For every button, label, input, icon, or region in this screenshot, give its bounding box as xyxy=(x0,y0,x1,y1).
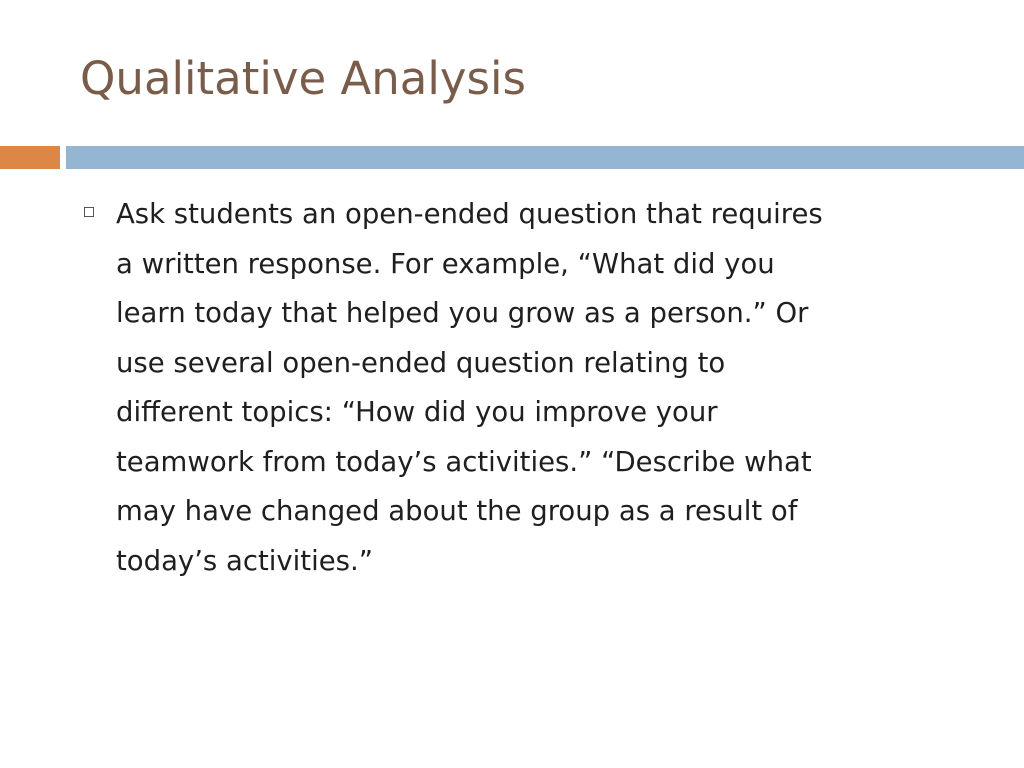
bullet-text: Ask students an open-ended question that requires a written response. For example, “What did you learn today that helped you grow as a person.” Or use several open-ended question relating to different topics: “How did you improve your teamwork from today’s activities.” “Describe what may have changed about the group as a result of today’s activities.” xyxy=(116,198,823,577)
accent-bar-blue xyxy=(66,146,1024,169)
bullet-item xyxy=(80,190,980,586)
slide-body xyxy=(80,190,980,586)
accent-bar-orange xyxy=(0,146,60,169)
hollow-square-bullet-icon xyxy=(84,207,94,217)
slide-title: Qualitative Analysis xyxy=(80,52,526,105)
